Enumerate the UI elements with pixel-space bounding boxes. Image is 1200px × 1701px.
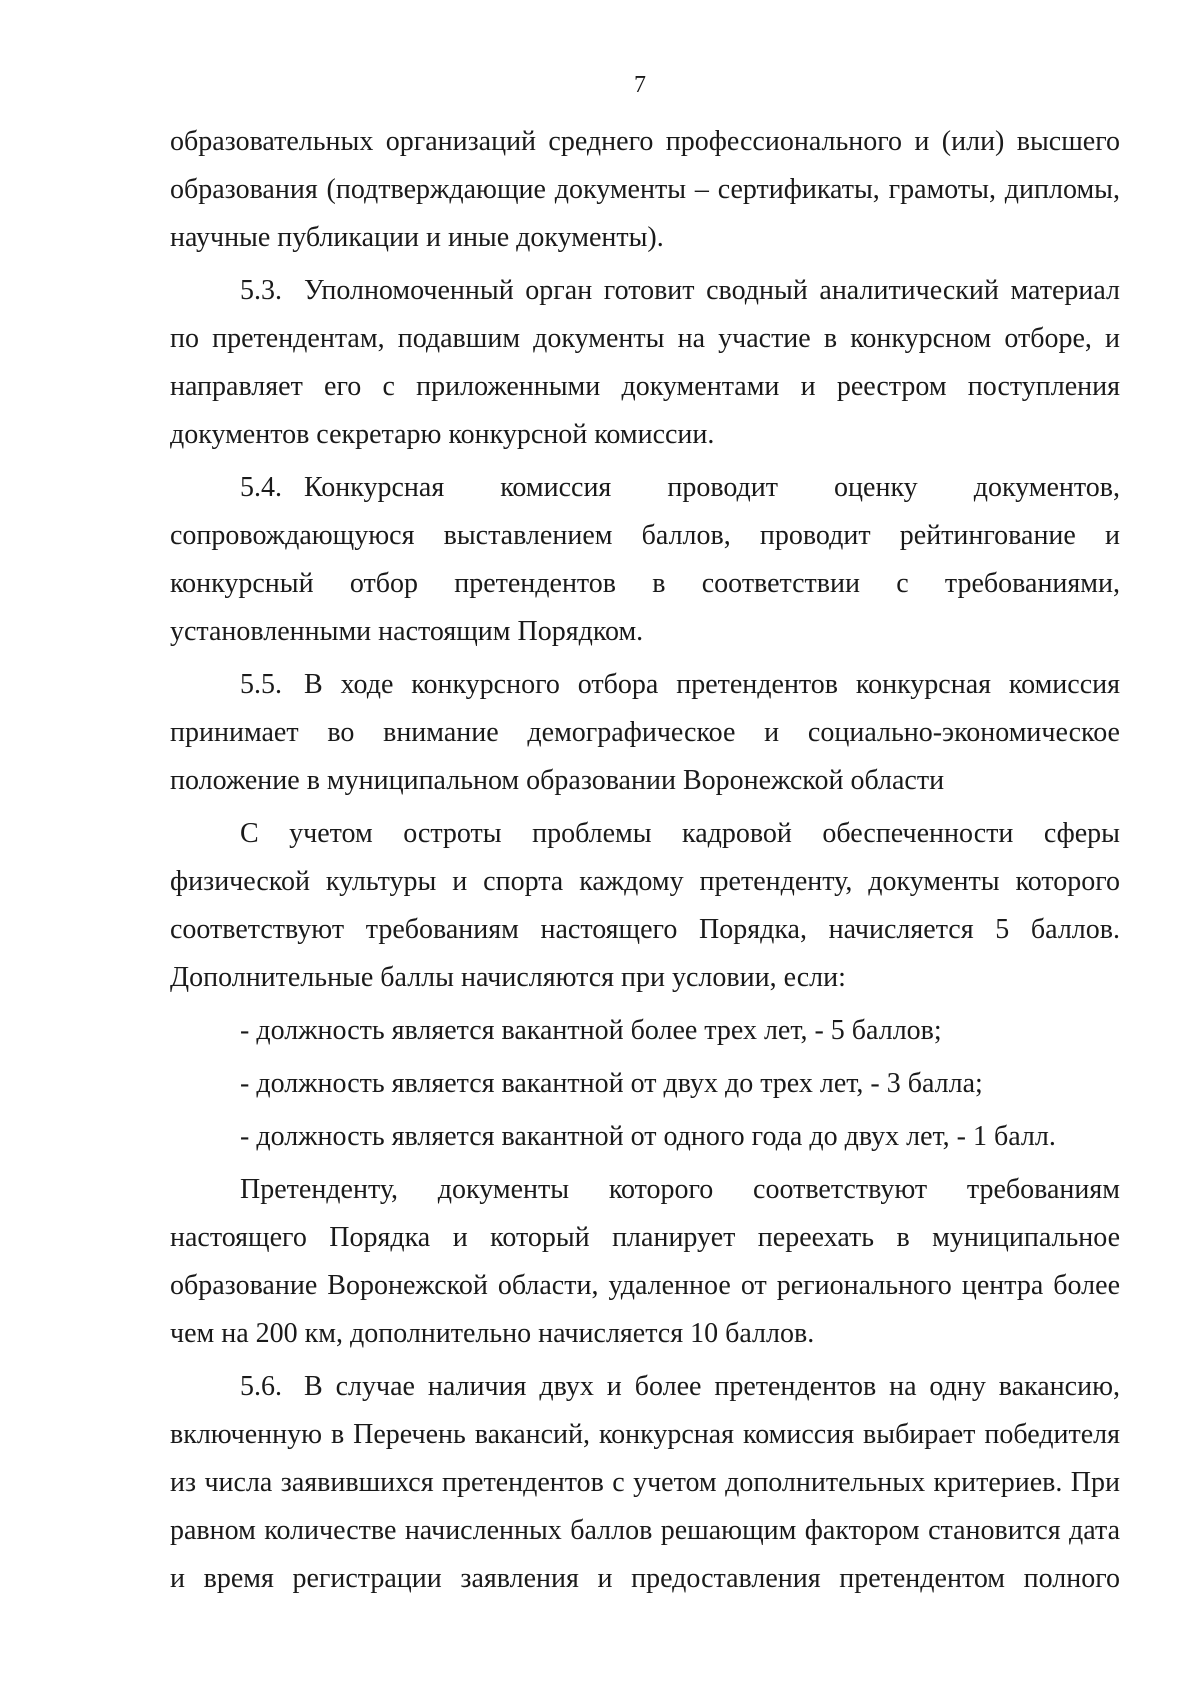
paragraph-number: 5.5. [240, 669, 282, 700]
paragraph-text: Конкурсная комиссия проводит оценку документов, сопровождающуюся выставлением баллов, проводит рейтингование и конкурсный отбор претендентов в соответствии с требованиями, установленными настоящим Порядком. [170, 472, 1120, 647]
list-item: - должность является вакантной от двух до трех лет, - 3 балла; [240, 1068, 983, 1099]
paragraph-number: 5.6. [240, 1371, 282, 1402]
paragraph-number: 5.3. [240, 275, 282, 306]
paragraph-text: Уполномоченный орган готовит сводный аналитический материал по претендентам, подавшим документы на участие в конкурсном отборе, и направляет его с приложенными документами и реестром поступления документов секретарю конкурсной комиссии. [170, 275, 1120, 450]
paragraph-relocation: Претенденту, документы которого соответствуют требованиям настоящего Порядка и который планирует переехать в муниципальное образование Воронежской области, удаленное от регионального центра более чем на 200 км, дополнительно начисляется 10 баллов. [170, 1174, 1120, 1349]
paragraph-5-3 [170, 267, 1120, 459]
paragraph-text: В случае наличия двух и более претендентов на одну вакансию, включенную в Перечень вакансий, конкурсная комиссия выбирает победителя из числа заявившихся претендентов с учетом дополнительных критериев. При равном количестве начисленных баллов решающим фактором становится дата и время регистрации заявления и предоставления претендентом полного [170, 1371, 1120, 1594]
paragraph-5-5 [170, 661, 1120, 805]
paragraph-continuation: образовательных организаций среднего профессионального и (или) высшего образования (подтверждающие документы – сертификаты, грамоты, дипломы, научные публикации и иные документы). [170, 126, 1120, 253]
page-number: 7 [634, 72, 646, 98]
paragraph-5-4 [170, 464, 1120, 656]
paragraph-text: В ходе конкурсного отбора претендентов конкурсная комиссия принимает во внимание демографическое и социально-экономическое положение в муниципальном образовании Воронежской области [170, 669, 1120, 796]
paragraph-scoring: С учетом остроты проблемы кадровой обеспеченности сферы физической культуры и спорта каждому претенденту, документы которого соответствуют требованиям настоящего Порядка, начисляется 5 баллов. Дополнительные баллы начисляются при условии, если: [170, 818, 1120, 993]
list-item: - должность является вакантной от одного года до двух лет, - 1 балл. [240, 1121, 1056, 1152]
paragraph-number: 5.4. [240, 472, 282, 503]
document-body [170, 118, 1120, 1608]
paragraph-5-6 [170, 1363, 1120, 1603]
list-item: - должность является вакантной более трех лет, - 5 баллов; [240, 1015, 942, 1046]
